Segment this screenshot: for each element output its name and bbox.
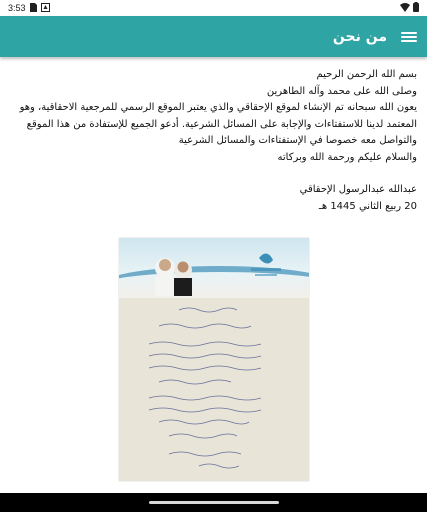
alert-square-icon <box>41 3 50 14</box>
status-right <box>400 2 419 14</box>
body-line-1: يعون الله سبحانه تم الإنشاء لموقع الإحقاقي والذي يعتبر الموقع الرسمي للمرجعية الاحقاقية، وهو <box>19 102 417 113</box>
sim-card-icon <box>30 3 37 14</box>
home-gesture-handle[interactable] <box>149 501 279 504</box>
greeting-line: بسم الله الرحمن الرحيم <box>316 69 417 80</box>
page-title: من نحن <box>332 28 387 45</box>
wifi-icon <box>400 3 410 14</box>
body-line-2: المعتمد لدينا للاستفتاءات والإجابة على المسائل الشرعية. أدعو الجميع للإستفادة من هذا الموقع <box>26 118 417 130</box>
system-nav-bar <box>0 493 427 512</box>
status-time: 3:53 <box>8 3 26 13</box>
signature-name: عبدالله عبدالرسول الإحقاقي <box>299 184 417 195</box>
battery-icon <box>413 2 419 14</box>
letterhead-banner <box>119 238 309 298</box>
status-left <box>8 3 50 14</box>
hamburger-menu-icon[interactable] <box>401 30 417 44</box>
signature-date: 20 ربيع الثاني 1445 هـ <box>318 200 417 212</box>
status-bar <box>0 0 427 16</box>
body-line-3: والتواصل معه خصوصا في الإستفتاءات والمسائل الشرعية <box>178 135 417 146</box>
handwritten-letter-image <box>119 238 309 481</box>
closing-line: والسلام عليكم ورحمة الله وبركاته <box>277 151 417 163</box>
salutation-line: وصلى الله على محمد وآله الطاهرين <box>266 85 417 97</box>
app-bar <box>0 16 427 57</box>
